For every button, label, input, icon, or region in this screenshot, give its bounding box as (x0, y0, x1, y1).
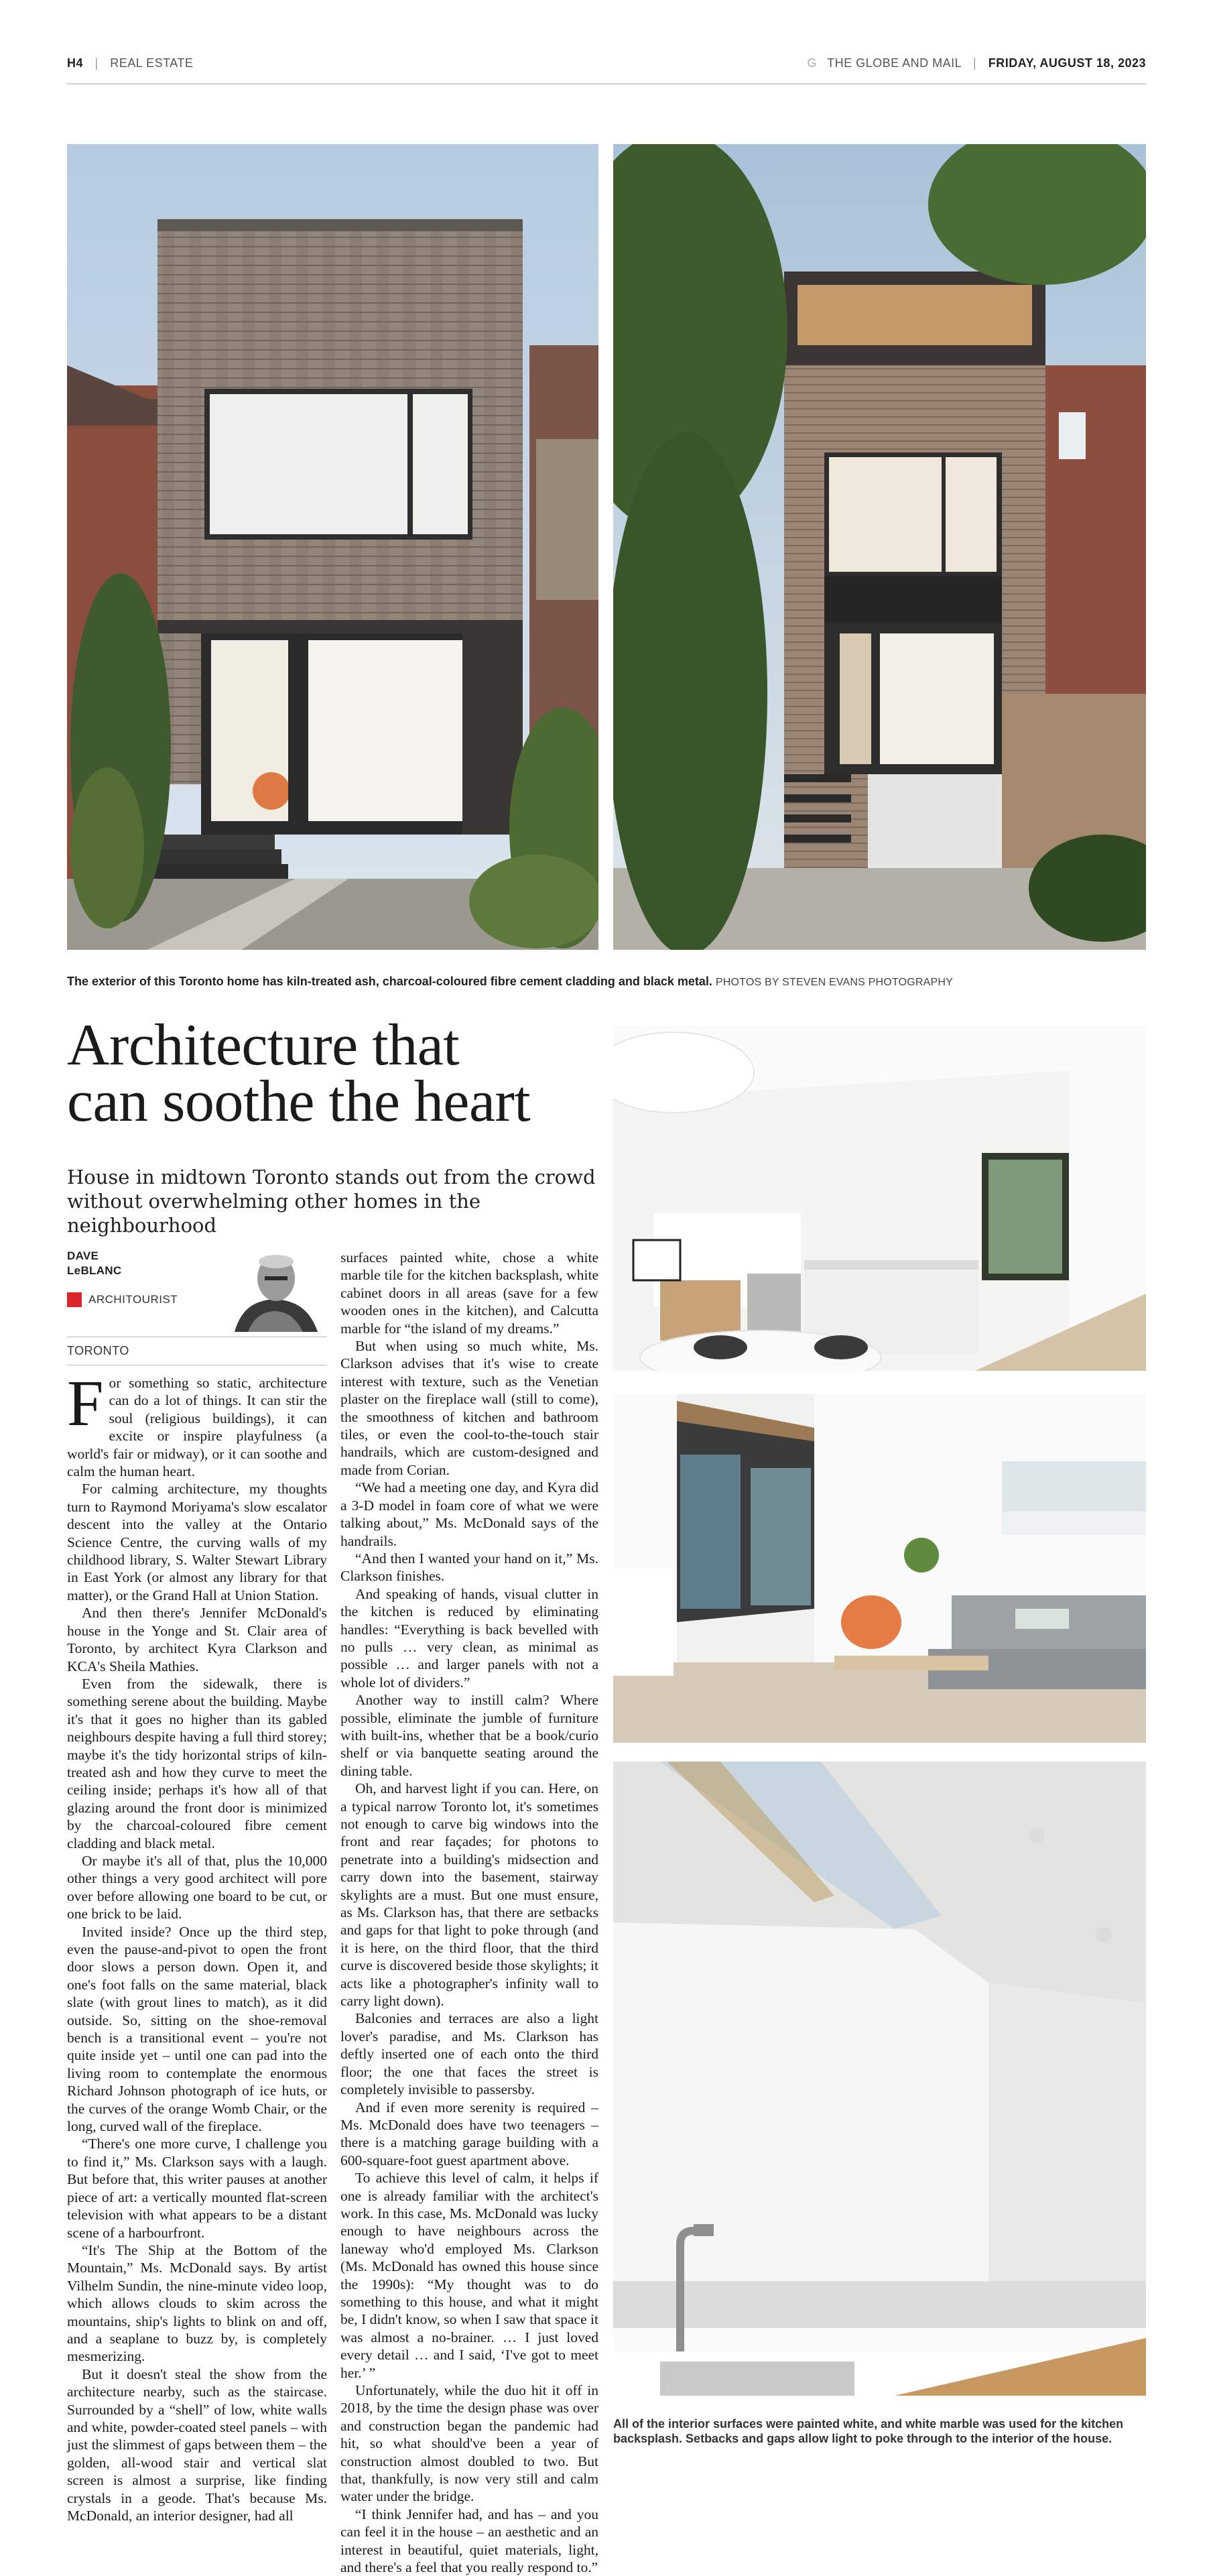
body-paragraph: And then there's Jennifer McDonald's house in the Yonge and St. Clair area of Toronto, by architect Kyra Clarkson and KCA's Sheila Mathies. (67, 1605, 327, 1674)
body-paragraph: Unfortunately, while the duo hit it off in 2018, by the time the design phase was over and construction began the pandemic had hit, so what should've been a year of construction almost doubled to two. But that, thankfully, is now very still and calm water under the bridge. (340, 2382, 598, 2505)
exterior-front-photo (67, 144, 598, 950)
living-room-photo (613, 1394, 1146, 1743)
author-headshot (228, 1248, 322, 1332)
masthead-info (807, 56, 1146, 70)
dateline: TORONTO (67, 1344, 129, 1357)
body-paragraph: Another way to instill calm? Where possible, eliminate the jumble of furniture with built-ins, whether that be a book/curio shelf or via banquette seating around the dining table. (340, 1692, 598, 1779)
masthead-divider: | (973, 56, 977, 70)
body-paragraph: Balconies and terraces are also a light lover's paradise, and Ms. Clarkson has deftly inserted one of each onto the third floor; the one that faces the street is completely invisible to passersby. (340, 2010, 598, 2098)
drop-cap: F (67, 1367, 104, 1440)
body-paragraph: To achieve this level of calm, it helps if one is already familiar with the architect's work. In this case, Ms. McDonald was lucky enough to have neighbours across the laneway who'd employed Ms. Clarkson (Ms. McDonald has owned this house since the 1990s): “My thought was to do something to this house, and what it might be, I didn't know, so when I saw that space it was almost a no-brainer. … I just loved every detail … and I said, ‘I've got to meet her.’ ” (340, 2170, 598, 2381)
exterior-caption-text: The exterior of this Toronto home has kiln-treated ash, charcoal-coloured fibre cement cladding and black metal. (67, 975, 712, 988)
exterior-rear-illustration (613, 144, 1146, 950)
paragraph-text: or something so static, architecture can do a lot of things. It can stir the soul (religious buildings), it can excite or inspire playfulness (a world's fair or midway), or it can soothe and calm the human heart. (67, 1375, 327, 1480)
skylight-illustration (613, 1762, 1146, 2396)
exterior-front-illustration (67, 144, 598, 950)
folio-divider: | (94, 56, 99, 70)
column-name: ARCHITOURIST (88, 1293, 178, 1306)
body-paragraph: “I think Jennifer had, and has – and you can feel it in the house – an aesthetic and an interest in beautiful, quiet materials, light, and there's a feel that you really respond to.” (340, 2506, 598, 2576)
issue-date: FRIDAY, AUGUST 18, 2023 (988, 56, 1146, 70)
body-paragraph: Even from the sidewalk, there is something serene about the building. Maybe it's that it goes no higher than its gabled neighbours despite having a full third storey; maybe it's the tidy horizontal strips of kiln-treated ash and how they curve to meet the ceiling inside; perhaps it's how all of that glazing around the front door is minimized by the charcoal-coloured fibre cement cladding and black metal. (67, 1675, 327, 1851)
body-paragraph: But when using so much white, Ms. Clarkson advises that it's wise to create interest with texture, such as the Venetian plaster on the fireplace wall (still to come), the smoothness of kitchen and bathroom tiles, or even the cool-to-the-touch stair handrails, which are custom-designed and made from Corian. (340, 1338, 598, 1478)
section-name: REAL ESTATE (110, 56, 194, 70)
body-paragraph: And speaking of hands, visual clutter in the kitchen is reduced by eliminating handles: “Everything is back bevelled with no pulls … very clean, as minimal as possible … and larger panels with not a whole lot of dividers.” (340, 1585, 598, 1691)
deck-line-2: without overwhelming other homes in the neighbourhood (67, 1190, 481, 1237)
headline (67, 1013, 603, 1134)
interior-caption-line-2: backsplash. Setbacks and gaps allow light to poke through to the interior of the house. (613, 2432, 1112, 2445)
interior-photo-caption (613, 2416, 1146, 2446)
article-column-2 (340, 1249, 598, 2576)
body-paragraph: “It's The Ship at the Bottom of the Mountain,” Ms. McDonald says. By artist Vilhelm Sundin, the nine-minute video loop, which allows clouds to skim across the mountains, ship's lights to blink on and off, and a seaplane to buzz by, is completely mesmerizing. (67, 2242, 327, 2365)
article-column-1 (67, 1367, 327, 2524)
byline (67, 1249, 121, 1278)
body-paragraph: “We had a meeting one day, and Kyra did a 3-D model in foam core of what we were talking about,” Ms. McDonald says of the handrails. (340, 1479, 598, 1549)
headline-line-1: Architecture that (67, 1013, 460, 1078)
publication-name: THE GLOBE AND MAIL (827, 56, 962, 70)
column-tag (67, 1292, 178, 1307)
body-paragraph: Invited inside? Once up the third step, even the pause-and-pivot to open the front door slows a person down. Open it, and one's foot falls on the same material, black slate (with grout lines to match), as it did outside. So, sitting on the shoe-removal bench is a transitional event – you're not quite inside yet – until one can pad into the living room to contemplate the enormous Richard Johnson photograph of ice huts, or the curves of the orange Womb Chair, or the long, curved wall of the fireplace. (67, 1923, 327, 2135)
body-paragraph: Or maybe it's all of that, plus the 10,000 other things a very good architect will pore over before allowing one board to be cut, or one brick to be laid. (67, 1852, 327, 1922)
page-folio (67, 56, 193, 70)
author-first-name: DAVE (67, 1249, 99, 1262)
body-paragraph (67, 1367, 327, 1480)
exterior-rear-photo (613, 144, 1146, 950)
interior-caption-line-1: All of the interior surfaces were painted white, and white marble was used for the kitchen (613, 2417, 1124, 2431)
body-paragraph: Oh, and harvest light if you can. Here, on a typical narrow Toronto lot, it's sometimes not enough to carve big windows into the front and rear façades; for photons to penetrate into a building's midsection and carry down into the basement, stairway skylights are a must. But one must ensure, as Ms. Clarkson has, that there are setbacks and gaps for that light to poke through (and it is here, on the third floor, that the third curve is discovered beside those skylights; it acts like a photographer's infinity wall to carry light down). (340, 1780, 598, 2010)
globe-logo-icon: G (807, 56, 817, 70)
kitchen-photo (613, 1026, 1146, 1371)
body-paragraph: “And then I wanted your hand on it,” Ms. Clarkson finishes. (340, 1550, 598, 1585)
headline-line-2: can soothe the heart (67, 1069, 531, 1134)
skylight-kitchen-photo (613, 1762, 1146, 2396)
kitchen-illustration (613, 1026, 1146, 1371)
photo-credit: PHOTOS BY STEVEN EVANS PHOTOGRAPHY (715, 977, 954, 988)
body-paragraph: For calming architecture, my thoughts turn to Raymond Moriyama's slow escalator descent into the valley at the Ontario Science Centre, the curving walls of my childhood library, S. Walter Stewart Library in East York (or almost any library for that matter), or the Grand Hall at Union Station. (67, 1481, 327, 1603)
body-paragraph: But it doesn't steal the show from the architecture nearby, such as the staircase. Surrounded by a “shell” of low, white walls and white, powder-coated steel panels – with just the slimmest of gaps between them – the golden, all-wood stair and vertical slat screen is almost a surprise, like finding crystals in a geode. That's because Ms. McDonald, an interior designer, had all (67, 2366, 327, 2524)
living-room-illustration (613, 1394, 1146, 1743)
page-number: H4 (67, 56, 84, 70)
column-marker-icon (67, 1292, 82, 1307)
header-rule (67, 83, 1146, 84)
body-paragraph: surfaces painted white, chose a white marble tile for the kitchen backsplash, white cabinet doors in all areas (save for a few wooden ones in the kitchen), and Calcutta marble for “the island of my dreams.” (340, 1249, 598, 1337)
body-paragraph: “There's one more curve, I challenge you to find it,” Ms. Clarkson says with a laugh. But before that, this writer pauses at another piece of art: a vertically mounted flat-screen television with what appears to be a distant scene of a harbourfront. (67, 2136, 327, 2241)
deck-line-1: House in midtown Toronto stands out from the crowd (67, 1166, 596, 1188)
author-headshot-illustration (228, 1248, 322, 1332)
body-paragraph: And if even more serenity is required – Ms. McDonald does have two teenagers – there is a matching garage building with a 600-square-foot guest apartment above. (340, 2099, 598, 2168)
deck (67, 1165, 603, 1237)
author-last-name: LeBLANC (67, 1264, 122, 1277)
exterior-photo-caption (67, 974, 1146, 990)
